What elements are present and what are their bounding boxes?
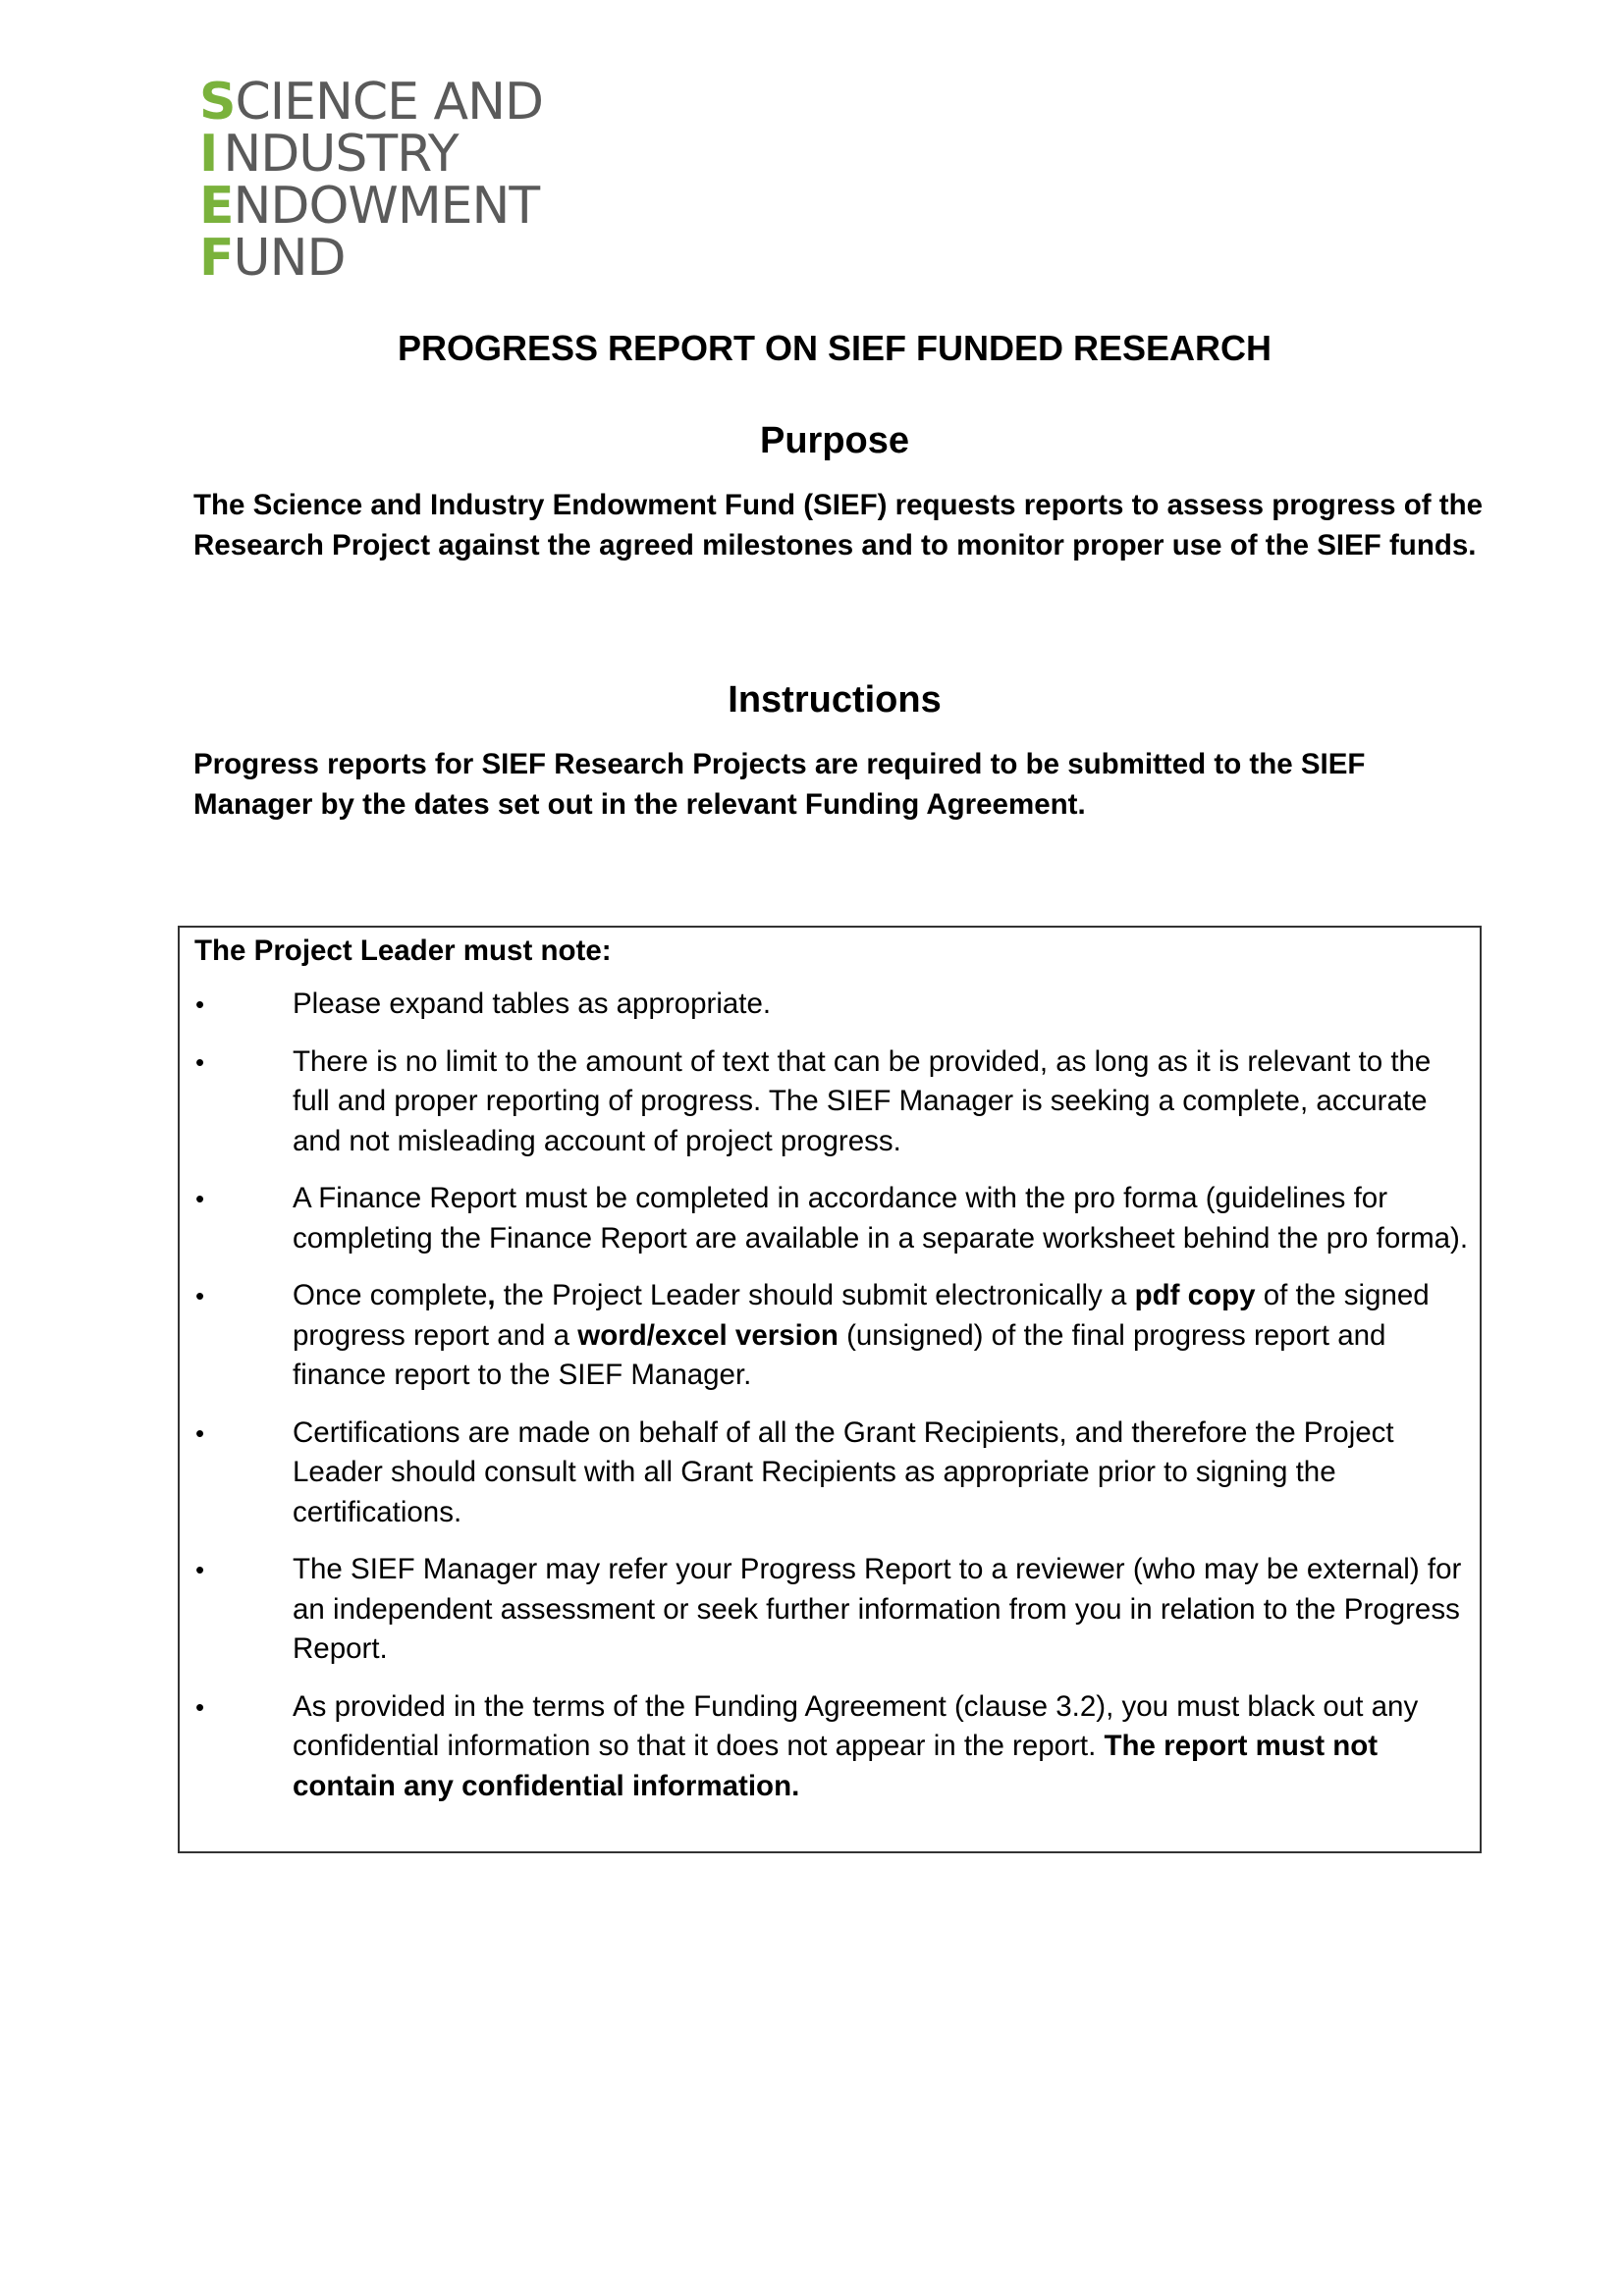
note-bullet-item [180,1687,1480,1807]
text: of the signed progress report and a [293,1279,1430,1352]
logo-line [199,125,543,184]
instructions-heading: Instructions [728,679,942,721]
bullet-icon: • [195,989,205,1019]
purpose-heading: Purpose [759,420,910,461]
logo-word: UND [233,229,346,288]
text: Please expand tables as appropriate. [293,988,772,1020]
note-bullet-item [180,1550,1480,1670]
bullet-icon: • [195,1417,205,1448]
logo-word: NDUSTRY [223,125,459,184]
logo-word: CIENCE AND [235,73,544,132]
bullet-icon: • [195,1691,205,1722]
bold-text: pdf copy [1134,1279,1256,1311]
note-bullet-item [180,985,1480,1025]
text: There is no limit to the amount of text that can be provided, as long as it is relevant to the full and proper reporting of progress. The SIEF Manager is seeking a complete, accurate and not misleading account of project progress. [293,1044,1432,1157]
note-bullet-item [180,1042,1480,1162]
logo-initial: I [199,125,218,184]
bullet-icon: • [195,1555,205,1584]
bullet-icon: • [195,1184,205,1213]
note-bullet-item [180,1179,1480,1258]
logo-initial: E [199,177,234,236]
text: The SIEF Manager may refer your Progress Report to a reviewer (who may be external) for an independent assessment or seek further information from you in relation to the Progress Report. [293,1553,1462,1665]
text: (unsigned) of the final progress report and finance report to the SIEF Manager. [293,1318,1386,1391]
document-title: PROGRESS REPORT ON SIEF FUNDED RESEARCH [397,328,1272,368]
note-box-heading: The Project Leader must note: [194,934,612,967]
bullet-icon: • [195,1281,205,1310]
note-bullet-item [180,1414,1480,1533]
bold-text: word/excel version [577,1318,839,1352]
project-leader-note-box [178,926,1482,1853]
sief-logo [199,73,544,288]
bold-text: The report must not contain any confidential information. [293,1730,1379,1802]
logo-word: NDOWMENT [233,177,540,236]
text: Certifications are made on behalf of all the Grant Recipients, and therefore the Project Leader should consult with all Grant Recipients as appropriate prior to signing the certifications. [293,1415,1394,1528]
note-bullet-list [180,985,1480,1824]
text: the Project Leader should submit electronically a [495,1279,1135,1311]
logo-initial: S [199,73,236,132]
purpose-paragraph: The Science and Industry Endowment Fund (SIEF) requests reports to assess progress of the Research Project against the agreed milestones and to monitor proper use of the SIEF funds. [193,489,1484,561]
logo-line [199,229,543,288]
instructions-paragraph: Progress reports for SIEF Research Projects are required to be submitted to the SIEF Manager by the dates set out in the relevant Funding Agreement. [193,748,1366,821]
logo-line [199,73,544,132]
logo-line [199,177,543,236]
text: Once complete [293,1279,488,1311]
text: A Finance Report must be completed in accordance with the pro forma (guidelines for completing the Finance Report are available in a separate worksheet behind the pro forma). [293,1182,1469,1255]
text: As provided in the terms of the Funding Agreement (clause 3.2), you must black out any confidential information so that it does not appear in the report. [293,1689,1419,1762]
note-bullet-item [180,1276,1480,1396]
bold-text: , [487,1279,496,1311]
logo-initial: F [199,229,234,288]
bullet-icon: • [195,1046,205,1077]
